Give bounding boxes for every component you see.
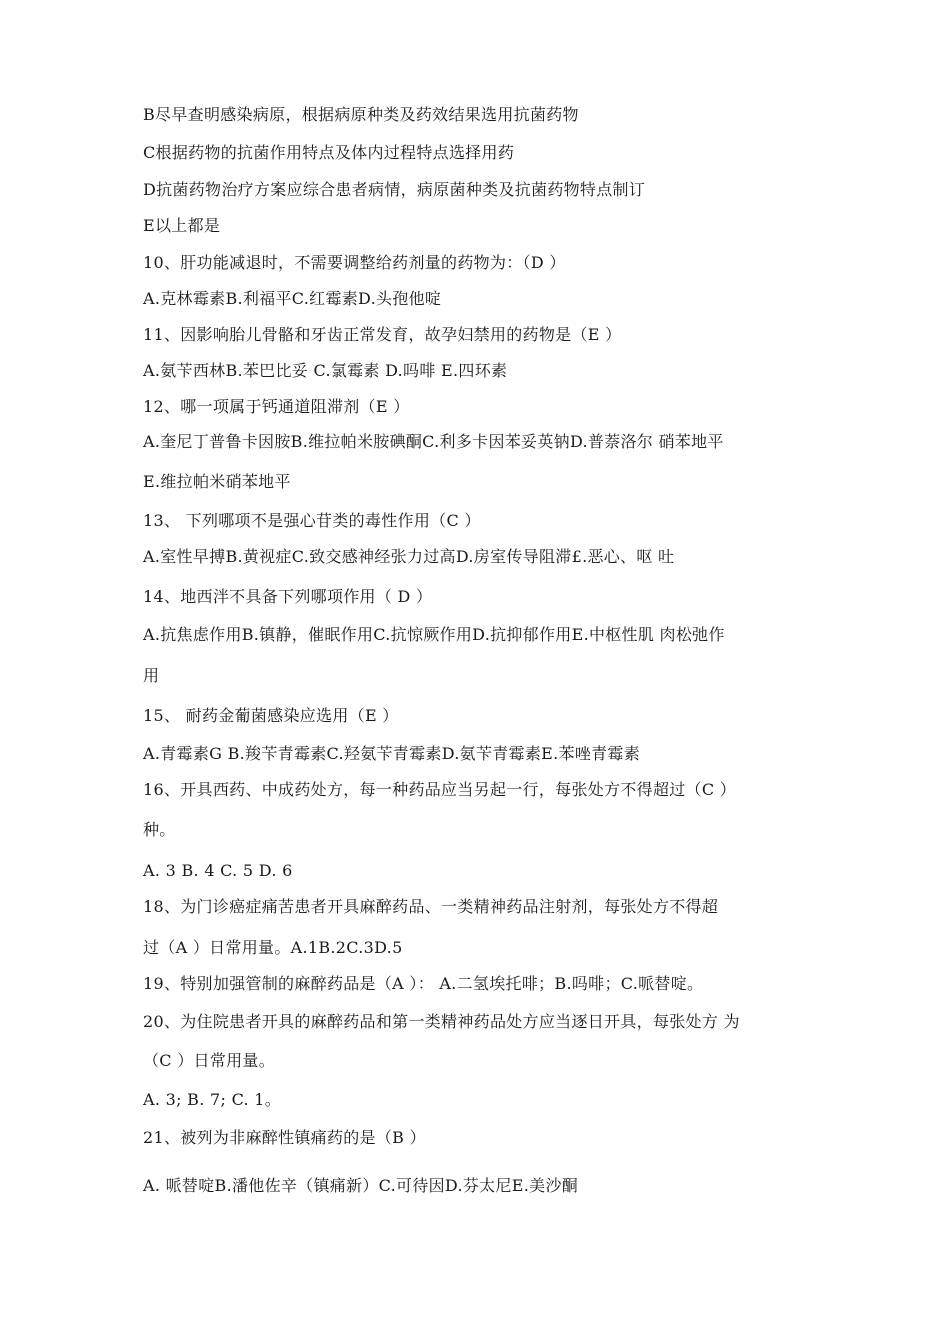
question-13-options: A.室性早搏B.黄视症C.致交感神经张力过高D.房室传导阻滞£.恶心、呕 吐 — [143, 547, 675, 566]
question-21-options: A. 哌替啶B.潘他佐辛（镇痛新）C.可待因D.芬太尼E.美沙酮 — [143, 1176, 579, 1195]
text-line-option-d: D抗菌药物治疗方案应综合患者病情，病原菌种类及抗菌药物特点制订 — [143, 180, 646, 199]
question-15: 15、 耐药金葡菌感染应选用（E ） — [143, 706, 399, 725]
question-19: 19、特别加强管制的麻醉药品是（A ）： A.二氢埃托啡；B.吗啡；C.哌替啶。 — [143, 974, 704, 993]
question-20: 20、为住院患者开具的麻醉药品和第一类精神药品处方应当逐日开具，每张处方 为 — [143, 1012, 740, 1031]
question-14: 14、地西泮不具备下列哪项作用（ D ） — [143, 587, 433, 606]
question-16-cont: 种。 — [143, 820, 176, 839]
question-12-options: A.奎尼丁普鲁卡因胺B.维拉帕米胺碘酮C.利多卡因苯妥英钠D.普萘洛尔 硝苯地平 — [143, 432, 724, 451]
question-11-options: A.氨苄西林B.苯巴比妥 C.氯霉素 D.吗啡 E.四环素 — [143, 361, 508, 380]
text-line-option-c: C根据药物的抗菌作用特点及体内过程特点选择用药 — [143, 143, 515, 162]
question-10: 10、肝功能减退时，不需要调整给药剂量的药物为：（D ） — [143, 253, 566, 272]
question-12-options-cont: E.维拉帕米硝苯地平 — [143, 472, 291, 491]
question-21: 21、被列为非麻醉性镇痛药的是（B ） — [143, 1128, 426, 1147]
text-line-option-b: B尽早查明感染病原，根据病原种类及药效结果选用抗菌药物 — [143, 105, 579, 124]
question-16-options: A. 3 B. 4 C. 5 D. 6 — [143, 861, 293, 880]
question-14-options: A.抗焦虑作用B.镇静，催眠作用C.抗惊厥作用D.抗抑郁作用E.中枢性肌 肉松弛作 — [143, 625, 725, 644]
question-10-options: A.克林霉素B.利福平C.红霉素D.头孢他啶 — [143, 289, 442, 308]
question-16: 16、开具西药、中成药处方，每一种药品应当另起一行，每张处方不得超过（C ） — [143, 780, 737, 799]
question-18: 18、为门诊癌症痛苦患者开具麻醉药品、一类精神药品注射剂，每张处方不得超 — [143, 897, 719, 916]
question-18-cont: 过（A ）日常用量。A.1B.2C.3D.5 — [143, 938, 403, 957]
question-15-options: A.青霉素G B.羧苄青霉素C.羟氨苄青霉素D.氨苄青霉素E.苯唑青霉素 — [143, 744, 641, 763]
question-12: 12、哪一项属于钙通道阻滞剂（E ） — [143, 397, 410, 416]
question-20-cont: （C ）日常用量。 — [143, 1051, 276, 1070]
question-20-options: A. 3; B. 7; C. 1。 — [143, 1090, 282, 1109]
question-14-options-cont: 用 — [143, 666, 160, 685]
text-line-option-e: E以上都是 — [143, 216, 221, 235]
question-11: 11、因影响胎儿骨骼和牙齿正常发育，故孕妇禁用的药物是（E ） — [143, 325, 622, 344]
question-13: 13、 下列哪项不是强心苷类的毒性作用（C ） — [143, 511, 481, 530]
